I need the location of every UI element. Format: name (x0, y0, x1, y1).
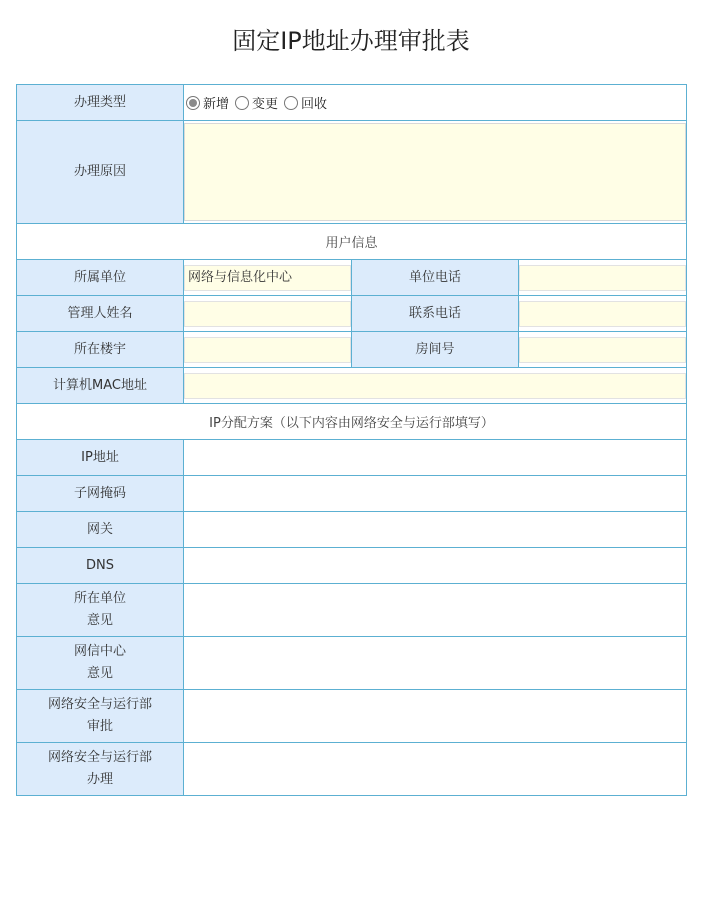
unit-opinion-label-line1: 所在单位 (73, 591, 126, 606)
unit-opinion-value[interactable] (184, 584, 687, 637)
dns-row (17, 548, 687, 584)
unit-phone-label: 单位电话 (352, 260, 519, 296)
building-label: 所在楼宇 (17, 332, 184, 368)
reason-label: 办理原因 (17, 121, 184, 224)
manager-row (17, 296, 687, 332)
room-label: 房间号 (352, 332, 519, 368)
subnet-value[interactable] (184, 476, 687, 512)
manager-input[interactable] (184, 301, 351, 327)
unit-opinion-row (17, 584, 687, 637)
reason-textarea[interactable] (184, 123, 686, 221)
center-opinion-label (17, 637, 184, 690)
handling-value[interactable] (184, 743, 687, 796)
radio-change-indicator[interactable] (235, 96, 249, 110)
contact-phone-cell (519, 296, 687, 332)
handling-label-line1: 网络安全与运行部 (47, 750, 152, 765)
user-info-section-title: 用户信息 (17, 224, 687, 260)
gateway-label: 网关 (17, 512, 184, 548)
unit-label: 所属单位 (17, 260, 184, 296)
approval-value[interactable] (184, 690, 687, 743)
unit-opinion-label-line2: 意见 (86, 613, 113, 628)
unit-phone-input[interactable] (519, 265, 686, 291)
page-title: 固定IP地址办理审批表 (232, 27, 470, 55)
ip-address-row (17, 440, 687, 476)
building-row (17, 332, 687, 368)
center-opinion-value[interactable] (184, 637, 687, 690)
unit-phone-cell (519, 260, 687, 296)
radio-change-label: 变更 (252, 97, 279, 112)
handling-type-row (17, 85, 687, 121)
subnet-label: 子网掩码 (17, 476, 184, 512)
dns-value[interactable] (184, 548, 687, 584)
unit-cell (184, 260, 352, 296)
building-input[interactable] (184, 337, 351, 363)
approval-label-line1: 网络安全与运行部 (47, 697, 152, 712)
radio-new-indicator[interactable] (186, 96, 200, 110)
approval-label-line2: 审批 (86, 719, 113, 734)
manager-cell (184, 296, 352, 332)
mac-row (17, 368, 687, 404)
radio-recycle-indicator[interactable] (284, 96, 298, 110)
handling-type-label: 办理类型 (17, 85, 184, 121)
reason-row (17, 121, 687, 224)
dns-label: DNS (17, 548, 184, 584)
gateway-row (17, 512, 687, 548)
approval-row (17, 690, 687, 743)
contact-phone-label: 联系电话 (352, 296, 519, 332)
approval-form-table (16, 84, 687, 796)
subnet-row (17, 476, 687, 512)
ip-plan-section-row (17, 404, 687, 440)
unit-input[interactable]: 网络与信息化中心 (184, 265, 351, 291)
handling-type-radio-group (184, 85, 687, 121)
mac-label: 计算机MAC地址 (17, 368, 184, 404)
reason-cell (184, 121, 687, 224)
radio-new-label: 新增 (203, 97, 230, 112)
contact-phone-input[interactable] (519, 301, 686, 327)
center-opinion-label-line2: 意见 (86, 666, 113, 681)
approval-label (17, 690, 184, 743)
handling-label (17, 743, 184, 796)
center-opinion-row (17, 637, 687, 690)
ip-address-value[interactable] (184, 440, 687, 476)
mac-cell (184, 368, 687, 404)
building-cell (184, 332, 352, 368)
handling-row (17, 743, 687, 796)
room-input[interactable] (519, 337, 686, 363)
radio-change[interactable] (235, 93, 278, 112)
handling-label-line2: 办理 (86, 772, 113, 787)
ip-address-label: IP地址 (17, 440, 184, 476)
room-cell (519, 332, 687, 368)
radio-recycle-label: 回收 (301, 97, 328, 112)
radio-recycle[interactable] (284, 93, 327, 112)
user-info-section-row (17, 224, 687, 260)
unit-row (17, 260, 687, 296)
manager-label: 管理人姓名 (17, 296, 184, 332)
mac-input[interactable] (184, 373, 686, 399)
unit-opinion-label (17, 584, 184, 637)
radio-new[interactable] (186, 93, 229, 112)
center-opinion-label-line1: 网信中心 (73, 644, 126, 659)
gateway-value[interactable] (184, 512, 687, 548)
ip-plan-section-title: IP分配方案（以下内容由网络安全与运行部填写） (17, 404, 687, 440)
